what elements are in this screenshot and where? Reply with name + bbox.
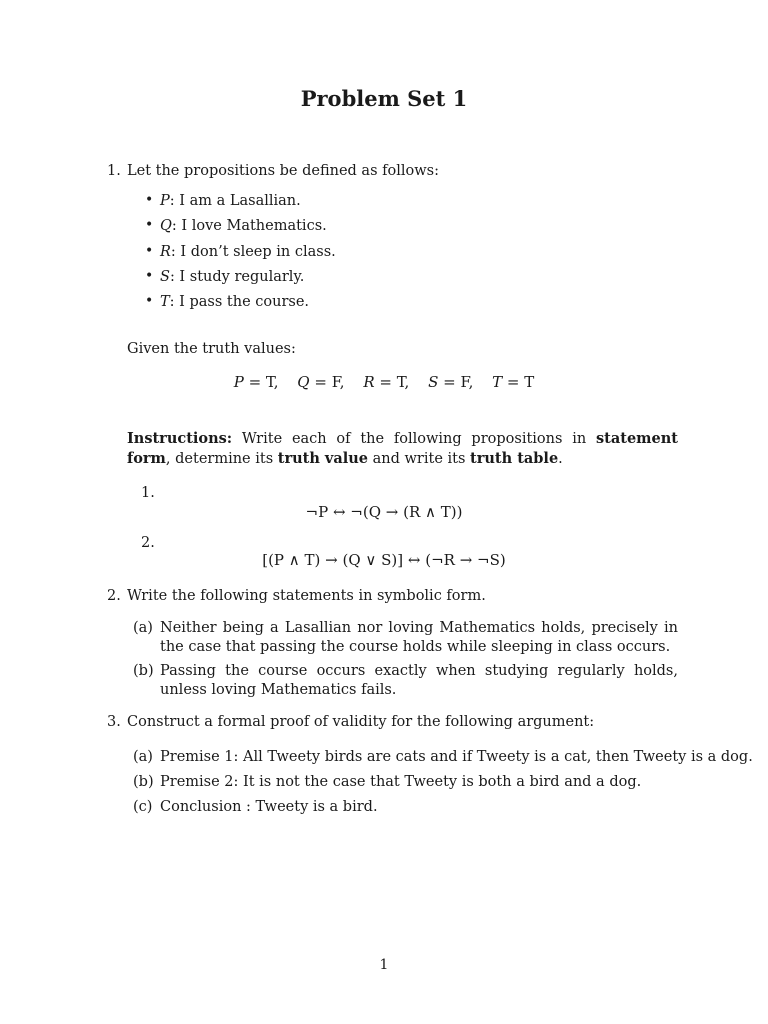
formula-1-number: 1. (141, 485, 155, 501)
problem-1-number: 1. (107, 163, 121, 179)
formula-1: ¬P ↔ ¬(Q → (R ∧ T)) (305, 503, 463, 521)
proposition-item: T: I pass the course. (160, 294, 310, 310)
problem-3b-label: (b) (133, 774, 154, 790)
proposition-item: S: I study regularly. (160, 269, 305, 285)
bullet-icon: • (145, 293, 154, 309)
problem-1-intro: Let the propositions be defined as follows: (127, 163, 439, 179)
problem-3c-label: (c) (133, 799, 153, 815)
problem-3a-text: Premise 1: All Tweety birds are cats and if Tweety is a cat, then Tweety is a dog. (160, 749, 753, 765)
problem-2a-label: (a) (133, 620, 153, 636)
bullet-icon: • (145, 243, 154, 259)
problem-2b-text: Passing the course occurs exactly when studying regularly holds, unless loving Mathematics fails. (160, 663, 678, 698)
problem-2-number: 2. (107, 588, 121, 604)
problem-3-intro: Construct a formal proof of validity for the following argument: (127, 714, 595, 730)
problem-3a-label: (a) (133, 749, 153, 765)
proposition-item: P: I am a Lasallian. (160, 193, 301, 209)
formula-2: [(P ∧ T) → (Q ∨ S)] ↔ (¬R → ¬S) (262, 551, 506, 569)
problem-2b-label: (b) (133, 663, 154, 679)
problem-2a-text: Neither being a Lasallian nor loving Mathematics holds, precisely in the case that passing the course holds while sleeping in class occurs. (160, 620, 678, 655)
bullet-icon: • (145, 268, 154, 284)
bullet-icon: • (145, 217, 154, 233)
formula-2-number: 2. (141, 535, 155, 551)
bullet-icon: • (145, 192, 154, 208)
problem-3c-text: Conclusion : Tweety is a bird. (160, 799, 378, 815)
problem-3-number: 3. (107, 714, 121, 730)
given-label: Given the truth values: (127, 341, 296, 357)
page-title: Problem Set 1 (300, 86, 468, 111)
proposition-item: Q: I love Mathematics. (160, 218, 327, 234)
truth-values: P = T, Q = F, R = T, S = F, T = T (233, 373, 535, 391)
instructions-paragraph: Instructions: Write each of the following propositions in statement form, determine its truth value and write its truth table. (127, 430, 678, 467)
page-number: 1 (379, 957, 389, 973)
proposition-item: R: I don’t sleep in class. (160, 244, 336, 260)
problem-3b-text: Premise 2: It is not the case that Tweety is both a bird and a dog. (160, 774, 642, 790)
problem-2-intro: Write the following statements in symbolic form. (127, 588, 486, 604)
